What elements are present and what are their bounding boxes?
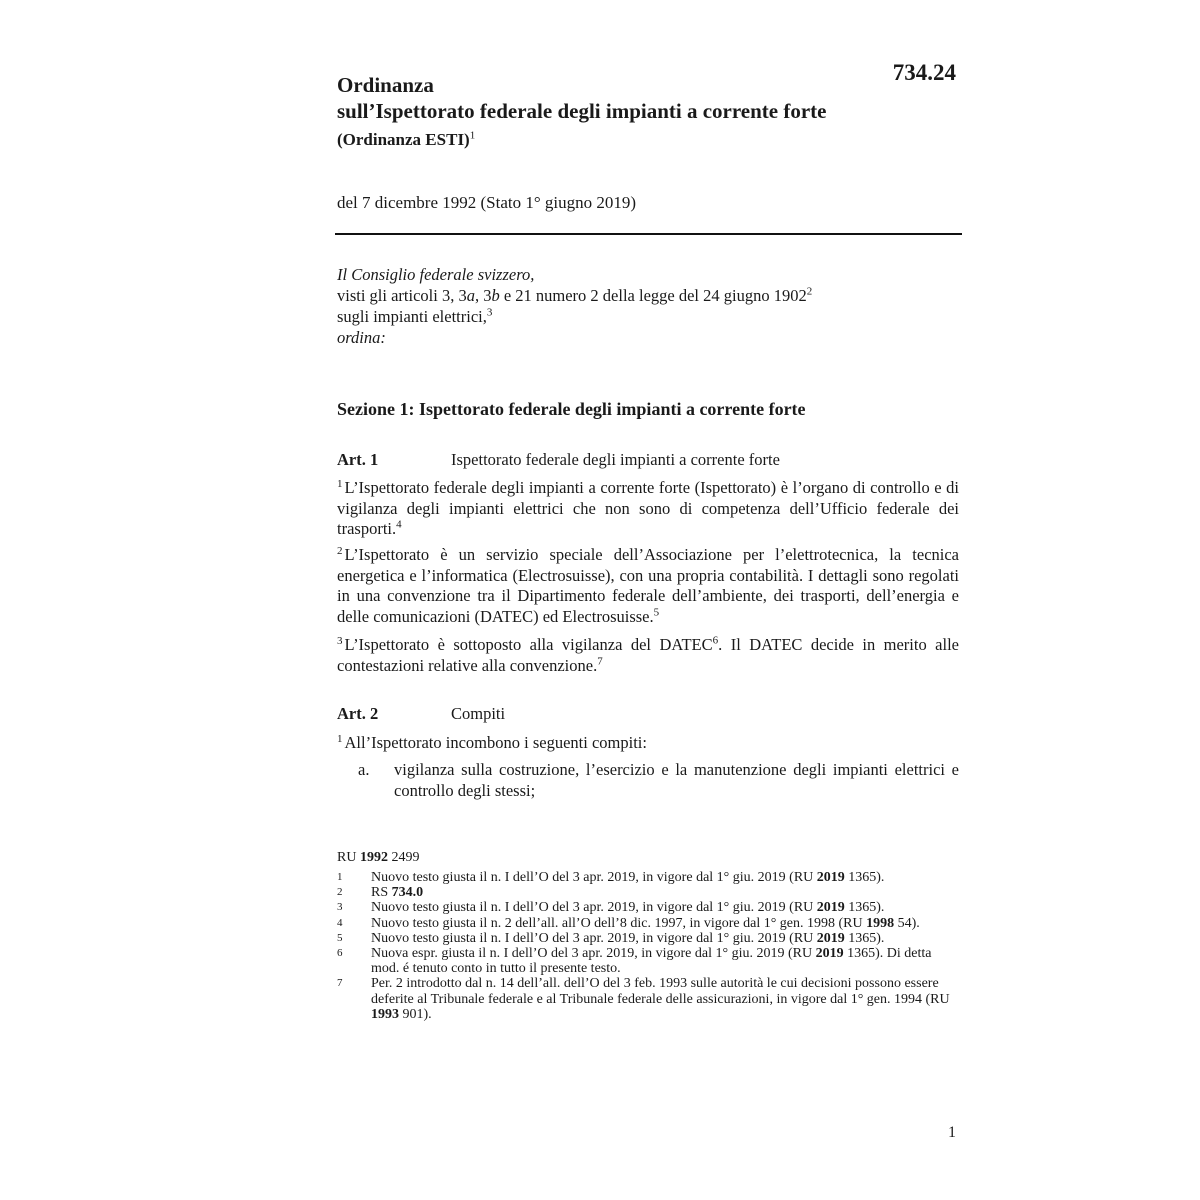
footnote-number: 1 — [337, 871, 343, 883]
art-2-heading — [337, 704, 505, 724]
footnote-text: Nuovo testo giusta il n. I dell’O del 3 apr. 2019, in vigore dal 1° giu. 2019 (RU 2019 1365). — [371, 930, 885, 946]
footnote-text: Per. 2 introdotto dal n. 14 dell’all. dell’O del 3 feb. 1993 sulle autorità le cui decisioni possono essere deferite al Tribunale federale e al Tribunale federale delle assicurazioni, in vigore dal 1° gen. 1994 (RU 1993 901). — [371, 976, 950, 1022]
footnote-ref-3[interactable]: 3 — [486, 306, 493, 319]
paragraph-number: 1 — [337, 477, 343, 490]
footnote-ref-1[interactable]: 1 — [469, 129, 476, 142]
paragraph-text-b: . Il DATEC decide in merito alle contestazioni relative alla convenzione. — [337, 635, 959, 675]
preamble-authority: Il Consiglio federale svizzero, — [337, 265, 535, 284]
basis-text-b: , 3 — [474, 286, 492, 305]
art-1-number: Art. 1 — [337, 450, 379, 469]
art-2-paragraph-1 — [337, 733, 959, 754]
footnote-ref-2[interactable]: 2 — [806, 285, 813, 298]
footnote-4 — [337, 916, 957, 931]
document-date: del 7 dicembre 1992 (Stato 1° giugno 2019) — [337, 193, 637, 212]
paragraph-text-a: L’Ispettorato è sottoposto alla vigilanza del DATEC — [344, 635, 713, 654]
document-title — [337, 72, 957, 124]
basis-italic-a: a — [466, 286, 475, 305]
ru-reference — [337, 850, 419, 866]
footnote-5 — [337, 931, 957, 946]
art-1-paragraph-3 — [337, 635, 959, 676]
list-text: vigilanza sulla costruzione, l’esercizio e la manutenzione degli impianti elettrici e controllo degli stessi; — [394, 760, 959, 800]
footnote-text: RS 734.0 — [371, 885, 424, 901]
paragraph-number: 2 — [337, 544, 343, 557]
footnote-3 — [337, 900, 957, 915]
ru-page: 2499 — [387, 850, 420, 865]
art-1-title: Ispettorato federale degli impianti a corrente forte — [451, 450, 780, 469]
basis-italic-b: b — [491, 286, 500, 305]
document-subtitle — [337, 130, 475, 150]
footnote-text: Nuovo testo giusta il n. 2 dell’all. all’O dell’8 dic. 1997, in vigore dal 1° gen. 1998 (RU 1998 54). — [371, 915, 920, 931]
footnote-number: 3 — [337, 901, 343, 914]
footnote-ref-6[interactable]: 6 — [712, 634, 719, 647]
section-1-title: Sezione 1: Ispettorato federale degli impianti a corrente forte — [337, 399, 806, 419]
footnote-number: 6 — [337, 947, 343, 960]
footnote-7 — [337, 976, 957, 1022]
basis-line2-text: sugli impianti elettrici, — [337, 307, 487, 326]
footnote-ref-5[interactable]: 5 — [653, 606, 660, 618]
art-1-paragraph-1 — [337, 478, 959, 540]
ru-year: 1992 — [359, 850, 388, 865]
footnote-2 — [337, 885, 957, 900]
footnote-ref-7[interactable]: 7 — [597, 655, 603, 667]
sr-number: 734.24 — [892, 60, 956, 85]
list-letter: a. — [358, 760, 370, 779]
footnote-number: 7 — [337, 977, 343, 990]
ru-prefix: RU — [337, 850, 360, 865]
title-line-1: Ordinanza — [337, 73, 434, 97]
header-divider — [335, 233, 962, 235]
paragraph-text: All’Ispettorato incombono i seguenti compiti: — [344, 733, 647, 752]
paragraph-text: L’Ispettorato federale degli impianti a corrente forte (Ispettorato) è l’organo di controllo e di vigilanza degli impianti elettrici che non sono di competenza dell’Ufficio federale dei trasporti. — [337, 478, 959, 538]
footnote-number: 2 — [337, 886, 343, 899]
footnote-text: Nuovo testo giusta il n. I dell’O del 3 apr. 2019, in vigore dal 1° giu. 2019 (RU 2019 1365). — [371, 900, 885, 916]
footnote-1 — [337, 870, 957, 885]
footnote-number: 4 — [337, 916, 343, 929]
art-1-paragraph-2 — [337, 545, 959, 627]
basis-text-a: visti gli articoli 3, 3 — [337, 286, 467, 305]
title-line-2: sull’Ispettorato federale degli impianti a corrente forte — [337, 99, 827, 123]
footnote-number: 5 — [337, 931, 343, 944]
preamble — [337, 264, 962, 348]
paragraph-number: 3 — [337, 634, 343, 647]
preamble-basis — [337, 285, 962, 306]
footnotes — [337, 870, 957, 1022]
subtitle-text: (Ordinanza ESTI) — [337, 130, 470, 149]
preamble-decree: ordina: — [337, 328, 386, 347]
art-2-title: Compiti — [451, 704, 506, 723]
basis-text-c: e 21 numero 2 della legge del 24 giugno 1902 — [499, 286, 807, 305]
footnote-text: Nuova espr. giusta il n. I dell’O del 3 apr. 2019, in vigore dal 1° giu. 2019 (RU 2019 1365). Di detta mod. é tenuto conto in tutto il presente testo. — [371, 946, 932, 977]
footnote-6 — [337, 946, 957, 976]
paragraph-number: 1 — [337, 732, 343, 745]
footnote-text: Nuovo testo giusta il n. I dell’O del 3 apr. 2019, in vigore dal 1° giu. 2019 (RU 2019 1365). — [371, 870, 885, 885]
paragraph-text: L’Ispettorato è un servizio speciale dell’Associazione per l’elettrotecnica, la tecnica energetica e l’informatica (Electrosuisse), con una propria contabilità. I dettagli sono regolati in una convenzione tra il Dipartimento federale dell’ambiente, dei trasporti, dell’energia e delle comunicazioni (DATEC) ed Electrosuisse. — [337, 545, 959, 626]
page-number: 1 — [948, 1124, 956, 1141]
art-2-number: Art. 2 — [337, 704, 379, 723]
footnote-ref-4[interactable]: 4 — [396, 518, 402, 531]
art-1-heading — [337, 450, 780, 470]
preamble-basis-line2 — [337, 306, 962, 327]
